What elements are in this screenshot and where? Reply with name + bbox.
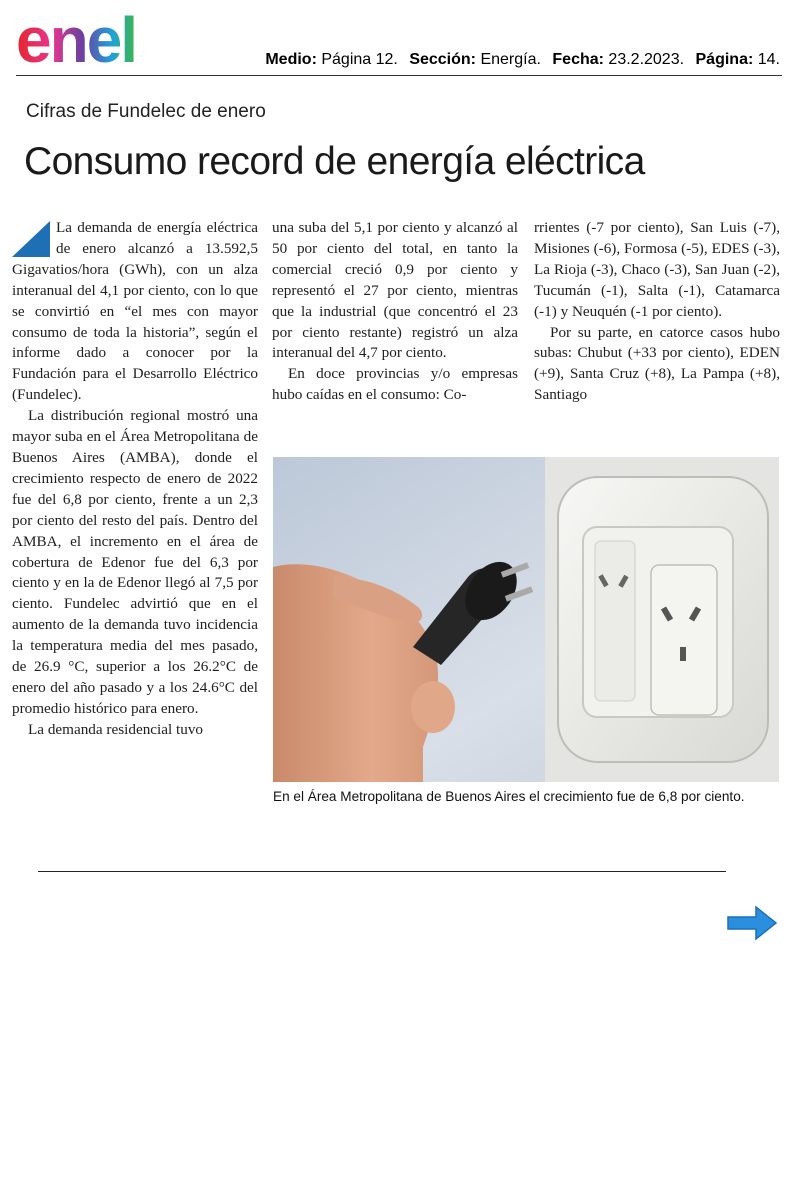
paragraph: La distribución regional mostró una mayor suba en el Área Metropolitana de Buenos Aires (AMBA), donde el crecimiento respecto de enero de 2022 fue del 6,8 por ciento, frente a un 2,3 por ciento del resto del país. Dentro del AMBA, el incremento en el área de cobertura de Edenor fue del 6,3 por ciento y en la de Edenor llegó al 7,5 por ciento. Fundelec advirtió que en el aumento de la demanda tuvo incidencia la temperatura media del mes pasado, de 26.9 °C, superior a los 26.2°C de enero del año pasado y a los 24.6°C del promedio histórico para enero. bbox=[12, 407, 258, 717]
article-kicker: Cifras de Fundelec de enero bbox=[26, 101, 266, 122]
svg-text:enel: enel bbox=[16, 6, 137, 68]
photo-caption: En el Área Metropolitana de Buenos Aires el crecimiento fue de 6,8 por ciento. bbox=[273, 789, 745, 804]
pagina-label: Página: bbox=[695, 51, 754, 68]
paragraph: Por su parte, en catorce casos hubo subas: Chubut (+33 por ciento), EDEN (+9), Santa Cruz (+8), La Pampa (+8), Santiago bbox=[534, 323, 780, 404]
enel-logo bbox=[16, 6, 181, 68]
arrow-right-icon[interactable] bbox=[726, 905, 778, 941]
seccion-label: Sección: bbox=[409, 51, 476, 68]
plug-socket-illustration bbox=[273, 457, 779, 782]
paragraph: La demanda de energía eléctrica de enero alcanzó a 13.592,5 Gigavatios/hora (GWh), con un alza interanual del 4,1 por ciento, con lo que se convirtió en “el mes con mayor consumo de toda la historia”, según el informe dado a conocer por la Fundación para el Desarrollo Eléctrico (Fundelec). bbox=[12, 219, 258, 404]
header-divider bbox=[16, 75, 782, 76]
triangle-corner-icon bbox=[12, 221, 50, 257]
source-metadata bbox=[265, 51, 780, 69]
medio-value: Página 12. bbox=[321, 51, 398, 68]
fecha-label: Fecha: bbox=[552, 51, 604, 68]
pagina-value: 14. bbox=[757, 51, 780, 68]
paragraph: En doce provincias y/o empresas hubo caídas en el consumo: Co- bbox=[272, 365, 518, 404]
page-header bbox=[16, 6, 784, 74]
article-photo bbox=[273, 457, 779, 782]
paragraph: una suba del 5,1 por ciento y alcanzó al 50 por ciento del total, en tanto la comercial creció 0,9 por ciento y representó el 27 por ciento, mientras que la industrial (que concentró el 23 por ciento restante) registró un alza interanual del 4,7 por ciento. bbox=[272, 219, 518, 362]
article-column-2 bbox=[272, 218, 518, 406]
article-column-1 bbox=[12, 218, 258, 741]
paragraph: rrientes (-7 por ciento), San Luis (-7), Misiones (-6), Formosa (-5), EDES (-3), La Rioja (-3), Chaco (-3), San Juan (-2), Tucumán (-1), Salta (-1), Catamarca (-1) y Neuquén (-1 por ciento). bbox=[534, 219, 780, 320]
bottom-divider bbox=[38, 871, 726, 872]
article-column-3 bbox=[534, 218, 780, 406]
fecha-value: 23.2.2023. bbox=[608, 51, 685, 68]
medio-label: Medio: bbox=[265, 51, 317, 68]
seccion-value: Energía. bbox=[480, 51, 541, 68]
paragraph: La demanda residencial tuvo bbox=[28, 720, 204, 738]
article-headline: Consumo record de energía eléctrica bbox=[24, 140, 645, 183]
